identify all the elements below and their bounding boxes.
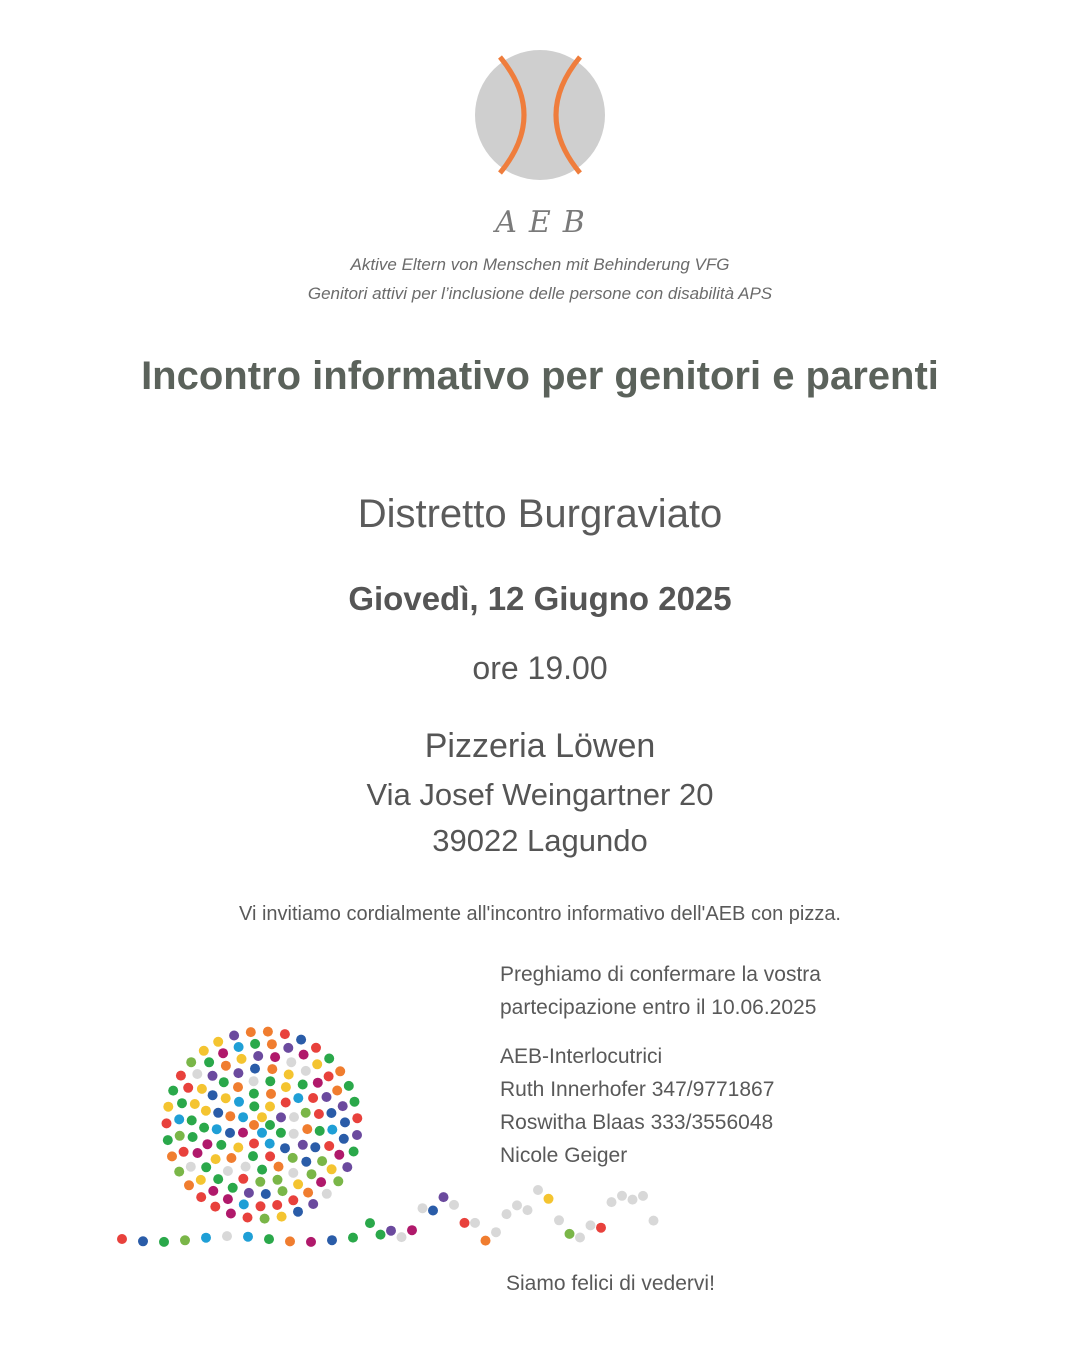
decor-dot [243,1213,253,1223]
decor-dot [183,1083,193,1093]
decor-dot [617,1191,627,1201]
decor-dot [202,1139,212,1149]
confirmation-note [500,958,821,1024]
decor-dot [317,1156,327,1166]
decor-dot [246,1027,256,1037]
contact-heading: AEB-Interlocutrici [500,1045,663,1068]
decor-dot [196,1175,206,1185]
decor-dot [278,1186,288,1196]
decor-dot [314,1109,324,1119]
decor-dot [470,1218,480,1228]
subtitle-german: Aktive Eltern von Menschen mit Behinderung VFG [350,255,730,274]
decor-dot [249,1139,259,1149]
event-title: Incontro informativo per genitori e parenti [141,354,939,398]
decor-dot [280,1143,290,1153]
decor-dot [298,1080,308,1090]
decor-dot [250,1064,260,1074]
decor-dot [187,1115,197,1125]
decor-dot [264,1234,274,1244]
subtitle-italian: Genitori attivi per l’inclusione delle persone con disabilità APS [307,284,773,303]
decor-dot [241,1162,251,1172]
decor-dot [210,1202,220,1212]
decor-dot [285,1236,295,1246]
event-district: Distretto Burgraviato [357,492,723,536]
decor-dot [211,1154,221,1164]
decor-dot [233,1068,243,1078]
decor-dot [184,1180,194,1190]
decor-dot [407,1225,417,1235]
aeb-logo-icon [470,45,610,185]
decor-dot [238,1128,248,1138]
decor-dot [267,1064,277,1074]
decor-dot [193,1148,203,1158]
decor-dot [177,1098,187,1108]
decor-dot [244,1188,254,1198]
decor-dot [338,1101,348,1111]
decor-dot [265,1139,275,1149]
decor-dot [192,1069,202,1079]
decor-dot [257,1165,267,1175]
decor-dot [342,1162,352,1172]
decor-dot [222,1231,232,1241]
decor-dot [266,1089,276,1099]
decor-dot [201,1233,211,1243]
decor-dot [208,1090,218,1100]
decor-dot [293,1093,303,1103]
decor-dot [339,1134,349,1144]
decor-dot [575,1233,585,1243]
decor-dot [326,1108,336,1118]
decor-dot [257,1128,267,1138]
decor-dot [213,1108,223,1118]
colorful-dots-snail-icon [100,1020,680,1260]
decor-dot [596,1223,606,1233]
decor-dot [586,1220,596,1230]
decor-dot [322,1092,332,1102]
event-city: 39022 Lagundo [432,823,648,858]
decor-dot [213,1037,223,1047]
decor-dot [248,1151,258,1161]
decor-dot [460,1218,470,1228]
event-venue: Pizzeria Löwen [424,727,656,765]
decor-dot [439,1192,449,1202]
decor-dot [565,1229,575,1239]
decor-dot [229,1031,239,1041]
decor-dot [213,1174,223,1184]
contact-item: Ruth Innerhofer 347/9771867 [500,1078,775,1101]
decor-dot [270,1052,280,1062]
decor-dot [332,1086,342,1096]
decor-dot [352,1113,362,1123]
decor-dot [397,1232,407,1242]
decor-dot [284,1070,294,1080]
decor-dot [238,1174,248,1184]
decor-dot [512,1200,522,1210]
decor-dot [267,1039,277,1049]
decor-dot [228,1183,238,1193]
decor-dot [298,1140,308,1150]
decor-dot [253,1051,263,1061]
decor-dot [607,1197,617,1207]
decor-dot [303,1188,313,1198]
decor-dot [249,1076,259,1086]
decor-dot [308,1093,318,1103]
decor-dot [523,1205,533,1215]
decor-dot [225,1128,235,1138]
decor-dot [324,1141,334,1151]
decor-dot [159,1237,169,1247]
decor-dot [163,1135,173,1145]
decor-dot [239,1199,249,1209]
decor-dot [197,1084,207,1094]
decor-dot [265,1076,275,1086]
decor-dot [221,1093,231,1103]
decor-dot [223,1166,233,1176]
decor-dot [219,1077,229,1087]
decor-dot [502,1209,512,1219]
decor-dot [234,1097,244,1107]
decor-dot [350,1097,360,1107]
decor-dot [276,1128,286,1138]
decor-dot [293,1207,303,1217]
decor-dot [491,1227,501,1237]
decor-dot [196,1192,206,1202]
decor-dot [418,1203,428,1213]
decor-dot [190,1099,200,1109]
decor-dot [226,1209,236,1219]
decor-dot [313,1078,323,1088]
decor-dot [162,1118,172,1128]
decor-dot [649,1216,659,1226]
decor-dot [280,1029,290,1039]
decor-dot [327,1125,337,1135]
decor-dot [554,1215,564,1225]
decor-dot [344,1081,354,1091]
decor-dot [260,1214,270,1224]
decor-dot [296,1035,306,1045]
invitation-text: Vi invitiamo cordialmente all'incontro informativo dell'AEB con pizza. [239,903,841,925]
decor-dot [281,1098,291,1108]
brand-name: AEB [495,205,597,240]
decor-dot [265,1151,275,1161]
decor-dot [327,1164,337,1174]
confirmation-line: partecipazione entro il 10.06.2025 [500,996,817,1019]
contact-item: Roswitha Blaas 333/3556048 [500,1111,774,1134]
decor-dot [324,1071,334,1081]
decor-dot [348,1233,358,1243]
decor-dot [234,1042,244,1052]
decor-dot [376,1230,386,1240]
decor-dot [289,1112,299,1122]
decor-dot [256,1201,266,1211]
decor-dot [299,1050,309,1060]
decor-dot [175,1131,185,1141]
decor-dot [257,1112,267,1122]
decor-dot [186,1162,196,1172]
contact-item: Nicole Geiger [500,1144,628,1167]
decor-dot [288,1153,298,1163]
decor-dot [261,1189,271,1199]
decor-dot [237,1054,247,1064]
decor-dot [289,1129,299,1139]
decor-dot [250,1039,260,1049]
decor-dot [334,1150,344,1160]
decor-dot [176,1071,186,1081]
decor-dot [365,1218,375,1228]
decor-dot [335,1066,345,1076]
decor-dot [315,1126,325,1136]
decor-dot [201,1106,211,1116]
decor-dot [340,1117,350,1127]
decor-dot [449,1200,459,1210]
decor-dot [311,1043,321,1053]
event-street: Via Josef Weingartner 20 [366,777,714,812]
decor-dot [226,1153,236,1163]
decor-dot [168,1086,178,1096]
decor-dot [218,1048,228,1058]
decor-dot [188,1132,198,1142]
decor-dot [283,1043,293,1053]
decor-dot [212,1124,222,1134]
decor-dot [301,1066,311,1076]
decor-dot [179,1147,189,1157]
decor-dot [221,1061,231,1071]
decor-dot [308,1199,318,1209]
decor-dot [276,1112,286,1122]
decor-dot [316,1177,326,1187]
decor-dot [273,1175,283,1185]
decor-dot [638,1191,648,1201]
decor-dot [174,1114,184,1124]
decor-dot [533,1185,543,1195]
decor-dot [293,1179,303,1189]
event-time: ore 19.00 [472,650,608,686]
decor-dot [249,1101,259,1111]
decor-dot [349,1147,359,1157]
decor-dot [288,1168,298,1178]
decor-dot [199,1046,209,1056]
decor-dot [263,1027,273,1037]
decor-dot [167,1151,177,1161]
decor-dot [201,1162,211,1172]
decor-dot [333,1176,343,1186]
decor-dot [312,1059,322,1069]
decor-dot [352,1130,362,1140]
decor-dot [249,1089,259,1099]
decor-dot [272,1200,282,1210]
decor-dot [138,1236,148,1246]
decor-dot [117,1234,127,1244]
decor-dot [277,1212,287,1222]
decor-dot [322,1189,332,1199]
decor-dot [180,1235,190,1245]
decor-dot [199,1123,209,1133]
decor-dot [265,1102,275,1112]
decor-dot [223,1194,233,1204]
decor-dot [225,1111,235,1121]
decor-dot [288,1195,298,1205]
decor-dot [286,1057,296,1067]
decor-dot [255,1177,265,1187]
decor-dot [310,1142,320,1152]
decor-dot [386,1226,396,1236]
closing-text: Siamo felici di vedervi! [506,1272,715,1295]
decor-dot [307,1169,317,1179]
decor-dot [208,1186,218,1196]
decor-dot [281,1082,291,1092]
decor-dot [243,1232,253,1242]
decor-dot [301,1157,311,1167]
decor-dot [174,1167,184,1177]
decor-dot [204,1057,214,1067]
decor-dot [249,1120,259,1130]
decor-dot [186,1057,196,1067]
decor-dot [238,1112,248,1122]
decor-dot [216,1140,226,1150]
decor-dot [233,1143,243,1153]
decor-dot [163,1102,173,1112]
decor-dot [233,1082,243,1092]
confirmation-line: Preghiamo di confermare la vostra [500,963,821,986]
decor-dot [327,1235,337,1245]
decor-dot [628,1195,638,1205]
decor-dot [265,1120,275,1130]
decor-dot [428,1206,438,1216]
decor-dot [274,1162,284,1172]
decor-dot [208,1071,218,1081]
decor-dot [302,1124,312,1134]
decor-dot [481,1236,491,1246]
decor-dot [301,1108,311,1118]
decor-dot [544,1194,554,1204]
decor-dot [306,1237,316,1247]
event-date: Giovedì, 12 Giugno 2025 [348,580,732,617]
decor-dot [324,1054,334,1064]
